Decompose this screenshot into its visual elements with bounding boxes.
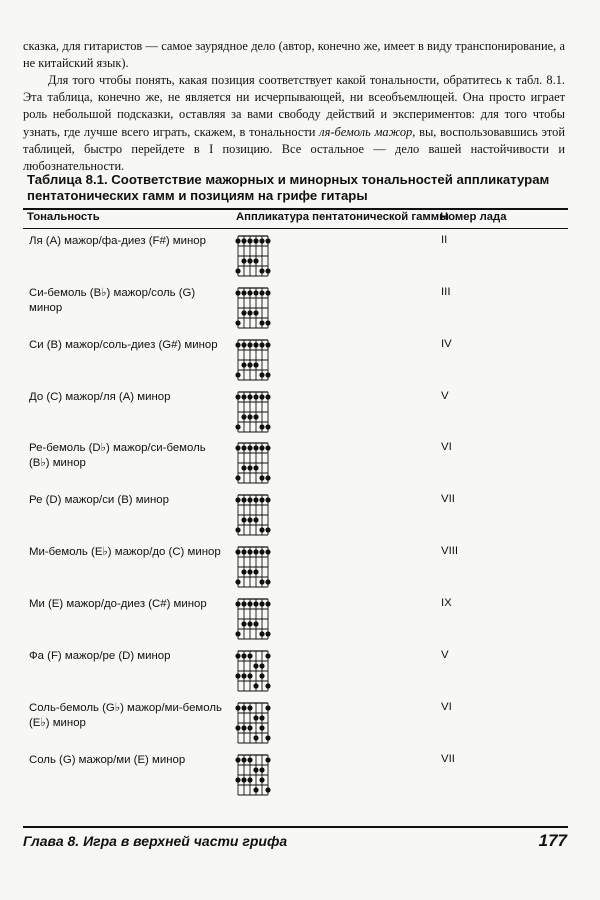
finger-dot: [253, 445, 258, 450]
pentatonic-fingering-diagram: [235, 388, 271, 434]
table-row-key: До (C) мажор/ля (A) минор: [29, 391, 171, 403]
finger-dot: [265, 705, 270, 710]
finger-dot: [253, 683, 258, 688]
finger-dot: [259, 394, 264, 399]
finger-dot: [265, 445, 270, 450]
finger-dot: [241, 342, 246, 347]
finger-dot: [259, 725, 264, 730]
finger-dot: [265, 549, 270, 554]
finger-dot: [259, 579, 264, 584]
pentatonic-fingering-diagram: [235, 751, 271, 797]
finger-dot: [259, 767, 264, 772]
finger-dot: [241, 465, 246, 470]
finger-dot: [247, 342, 252, 347]
finger-dot: [253, 601, 258, 606]
finger-dot: [241, 414, 246, 419]
finger-dot: [253, 621, 258, 626]
finger-dot: [235, 394, 240, 399]
finger-dot: [259, 631, 264, 636]
finger-dot: [265, 631, 270, 636]
finger-dot: [241, 653, 246, 658]
finger-dot: [235, 424, 240, 429]
pentatonic-fingering-diagram: [235, 647, 271, 693]
page-number: 177: [538, 831, 567, 850]
finger-dot: [265, 653, 270, 658]
finger-dot: [247, 673, 252, 678]
finger-dot: [265, 238, 270, 243]
finger-dot: [247, 238, 252, 243]
finger-dot: [235, 497, 240, 502]
finger-dot: [265, 268, 270, 273]
table-row-fret: VII: [441, 753, 455, 765]
table-row-key: Ми (E) мажор/до-диез (C#) минор: [29, 598, 207, 610]
finger-dot: [259, 372, 264, 377]
finger-dot: [253, 497, 258, 502]
paragraph-2: [23, 72, 565, 175]
table-row-fret: IV: [441, 338, 452, 350]
finger-dot: [235, 777, 240, 782]
table-row-key: Ре-бемоль (D♭) мажор/си-бемоль (B♭) минор: [29, 442, 206, 469]
finger-dot: [247, 705, 252, 710]
finger-dot: [247, 757, 252, 762]
pentatonic-fingering-diagram: [235, 439, 271, 485]
finger-dot: [235, 579, 240, 584]
finger-dot: [259, 445, 264, 450]
finger-dot: [253, 258, 258, 263]
finger-dot: [235, 372, 240, 377]
table-row-fret: III: [441, 286, 451, 298]
table-row-key: Ми-бемоль (E♭) мажор/до (C) минор: [29, 546, 221, 558]
paragraph-2-italic: ля-бемоль мажор: [319, 124, 413, 139]
table-header-rule: [23, 228, 568, 229]
finger-dot: [265, 342, 270, 347]
finger-dot: [235, 320, 240, 325]
finger-dot: [241, 777, 246, 782]
footer-rule: [23, 826, 568, 828]
finger-dot: [247, 290, 252, 295]
finger-dot: [241, 310, 246, 315]
table-row-fret: VI: [441, 701, 452, 713]
finger-dot: [247, 725, 252, 730]
finger-dot: [247, 621, 252, 626]
pentatonic-fingering-diagram: [235, 491, 271, 537]
finger-dot: [241, 497, 246, 502]
finger-dot: [265, 372, 270, 377]
table-row-key: Си-бемоль (B♭) мажор/соль (G) минор: [29, 287, 196, 314]
finger-dot: [253, 342, 258, 347]
finger-dot: [247, 777, 252, 782]
paragraph-2-text-a: Для того чтобы понять, какая позиция соответствует какой тональности, обратитесь к табл. 8.1. Эта таблица, конечно же, не является ни исчерпывающей, ни всеобъемлющей. Она просто играет роль небольшой подсказки, оставляя за вами свободу действий и экспериментов: для того чтобы узнать, где лучше всего играть, скажем, в тональности: [23, 73, 565, 139]
finger-dot: [253, 735, 258, 740]
finger-dot: [235, 725, 240, 730]
finger-dot: [235, 549, 240, 554]
finger-dot: [247, 258, 252, 263]
paragraph-1: сказка, для гитаристов — самое заурядное дело (автор, конечно же, имеет в виду транспонирование, а не китайский язык).: [23, 39, 565, 71]
finger-dot: [241, 569, 246, 574]
header-key: Тональность: [27, 211, 100, 223]
finger-dot: [241, 725, 246, 730]
finger-dot: [253, 767, 258, 772]
finger-dot: [265, 757, 270, 762]
finger-dot: [235, 445, 240, 450]
finger-dot: [259, 290, 264, 295]
finger-dot: [253, 310, 258, 315]
finger-dot: [253, 787, 258, 792]
finger-dot: [265, 424, 270, 429]
table-row-key: Ля (A) мажор/фа-диез (F#) минор: [29, 235, 206, 247]
finger-dot: [259, 777, 264, 782]
finger-dot: [253, 663, 258, 668]
finger-dot: [253, 549, 258, 554]
finger-dot: [247, 569, 252, 574]
finger-dot: [265, 787, 270, 792]
finger-dot: [241, 549, 246, 554]
table-row-key: Соль-бемоль (G♭) мажор/ми-бемоль (E♭) минор: [29, 702, 222, 729]
finger-dot: [241, 362, 246, 367]
pentatonic-fingering-diagram: [235, 336, 271, 382]
finger-dot: [265, 290, 270, 295]
finger-dot: [235, 757, 240, 762]
finger-dot: [241, 517, 246, 522]
finger-dot: [235, 631, 240, 636]
finger-dot: [253, 290, 258, 295]
finger-dot: [259, 715, 264, 720]
finger-dot: [241, 601, 246, 606]
finger-dot: [247, 517, 252, 522]
finger-dot: [247, 465, 252, 470]
finger-dot: [259, 549, 264, 554]
finger-dot: [241, 621, 246, 626]
finger-dot: [259, 475, 264, 480]
table-row-key: Фа (F) мажор/ре (D) минор: [29, 650, 171, 662]
table-row-key: Ре (D) мажор/си (B) минор: [29, 494, 169, 506]
finger-dot: [241, 673, 246, 678]
finger-dot: [247, 601, 252, 606]
finger-dot: [253, 715, 258, 720]
finger-dot: [265, 579, 270, 584]
pentatonic-fingering-diagram: [235, 232, 271, 278]
pentatonic-fingering-diagram: [235, 284, 271, 330]
finger-dot: [253, 238, 258, 243]
finger-dot: [235, 342, 240, 347]
finger-dot: [253, 362, 258, 367]
table-row-fret: II: [441, 234, 448, 246]
finger-dot: [259, 527, 264, 532]
finger-dot: [247, 362, 252, 367]
header-fingering: Аппликатура пентатонической гаммы: [236, 211, 449, 223]
finger-dot: [259, 238, 264, 243]
finger-dot: [235, 527, 240, 532]
finger-dot: [247, 653, 252, 658]
finger-dot: [259, 320, 264, 325]
finger-dot: [253, 414, 258, 419]
table-row-fret: VIII: [441, 545, 459, 557]
finger-dot: [259, 663, 264, 668]
table-top-rule: [23, 208, 568, 210]
pentatonic-fingering-diagram: [235, 595, 271, 641]
finger-dot: [247, 497, 252, 502]
running-footer-chapter: Глава 8. Игра в верхней части грифа: [23, 833, 288, 849]
finger-dot: [265, 475, 270, 480]
finger-dot: [235, 268, 240, 273]
finger-dot: [265, 601, 270, 606]
finger-dot: [241, 705, 246, 710]
finger-dot: [241, 238, 246, 243]
pentatonic-fingering-diagram: [235, 543, 271, 589]
finger-dot: [259, 424, 264, 429]
finger-dot: [253, 394, 258, 399]
table-row-key: Соль (G) мажор/ми (E) минор: [29, 754, 186, 766]
finger-dot: [235, 705, 240, 710]
finger-dot: [241, 757, 246, 762]
finger-dot: [253, 517, 258, 522]
header-fret: Номер лада: [440, 211, 507, 223]
finger-dot: [241, 258, 246, 263]
finger-dot: [265, 735, 270, 740]
finger-dot: [253, 569, 258, 574]
finger-dot: [247, 445, 252, 450]
finger-dot: [247, 549, 252, 554]
finger-dot: [259, 601, 264, 606]
table-row-fret: VII: [441, 493, 455, 505]
pentatonic-fingering-diagram: [235, 699, 271, 745]
finger-dot: [235, 475, 240, 480]
finger-dot: [265, 394, 270, 399]
table-row-fret: V: [441, 649, 449, 661]
finger-dot: [259, 268, 264, 273]
table-row-fret: IX: [441, 597, 452, 609]
finger-dot: [235, 673, 240, 678]
finger-dot: [235, 238, 240, 243]
finger-dot: [247, 394, 252, 399]
finger-dot: [265, 320, 270, 325]
finger-dot: [241, 394, 246, 399]
paragraph-2-text-b: , вы, воспользовавшись этой таблицей, быстро перейдете в I позицию. Все остальное — дело вашей настойчивости и любознательности.: [23, 124, 565, 174]
finger-dot: [235, 601, 240, 606]
table-row-fret: VI: [441, 441, 452, 453]
finger-dot: [235, 653, 240, 658]
finger-dot: [235, 290, 240, 295]
table-title: Таблица 8.1. Соответствие мажорных и минорных тональностей аппликатурам пентатонических гамм и позициям на грифе гитары: [27, 172, 550, 203]
finger-dot: [259, 342, 264, 347]
finger-dot: [265, 527, 270, 532]
finger-dot: [241, 445, 246, 450]
finger-dot: [253, 465, 258, 470]
table-row-fret: V: [441, 390, 449, 402]
finger-dot: [247, 310, 252, 315]
finger-dot: [259, 673, 264, 678]
finger-dot: [265, 497, 270, 502]
table-row-key: Си (B) мажор/соль-диез (G#) минор: [29, 339, 218, 351]
finger-dot: [247, 414, 252, 419]
finger-dot: [259, 497, 264, 502]
finger-dot: [265, 683, 270, 688]
finger-dot: [241, 290, 246, 295]
